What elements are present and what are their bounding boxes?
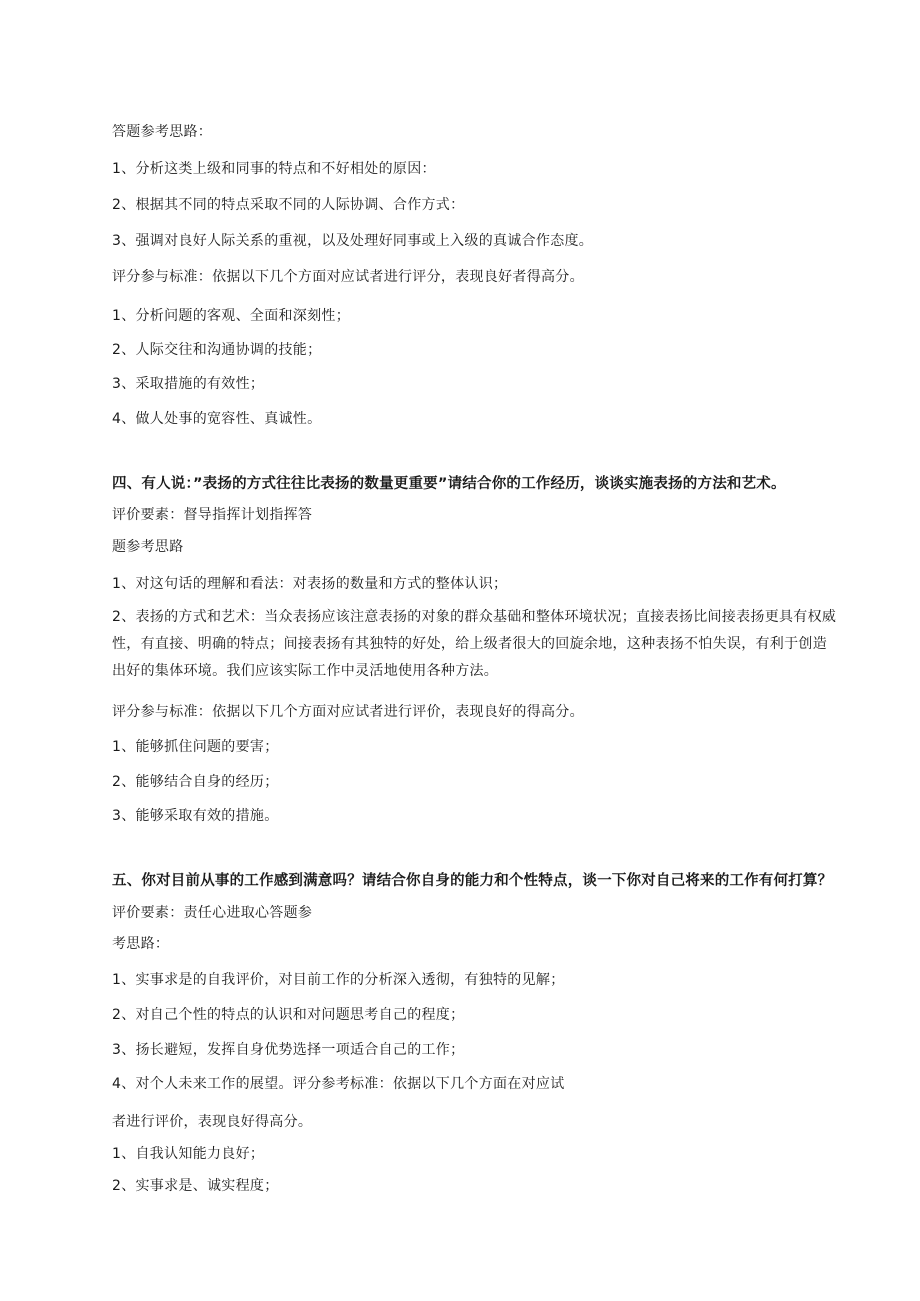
- list-item: 1、实事求是的自我评价，对目前工作的分析深入透彻，有独特的见解；: [112, 972, 565, 988]
- list-item: 3、能够采取有效的措施。: [112, 808, 279, 824]
- list-item: 2、根据其不同的特点采取不同的人际协调、合作方式：: [112, 197, 465, 213]
- list-item-paragraph: 2、表扬的方式和艺术：当众表扬应该注意表扬的对象的群众基础和整体环境状况；直接表扬比间接表扬更具有权威性，有直接、明确的特点；间接表扬有其独特的好处，给上级者很大的回旋余地，这种表扬不怕失误，有利于创造出好的集体环境。我们应该实际工作中灵活地使用各种方法。: [112, 609, 837, 679]
- list-item: 1、对这句话的理解和看法：对表扬的数量和方式的整体认识；: [112, 576, 508, 592]
- evaluation-factors: 评价要素：督导指挥计划指挥答: [112, 507, 313, 523]
- scoring-standard-continuation: 者进行评价，表现良好得高分。: [112, 1114, 313, 1130]
- list-item: 2、实事求是、诚实程度；: [112, 1178, 279, 1194]
- list-item: 4、对个人未来工作的展望。评分参考标准：依据以下几个方面在对应试: [112, 1076, 565, 1092]
- list-item: 2、人际交往和沟通协调的技能；: [112, 342, 322, 358]
- list-item: 1、能够抓住问题的要害；: [112, 739, 279, 755]
- list-item: 3、强调对良好人际关系的重视，以及处理好同事或上入级的真诚合作态度。: [112, 233, 594, 249]
- list-item: 2、能够结合自身的经历；: [112, 774, 279, 790]
- answer-guide-label: 考思路：: [112, 936, 170, 952]
- answer-guide-label: 答题参考思路：: [112, 124, 213, 140]
- answer-guide-label: 题参考思路: [112, 539, 184, 555]
- list-item: 1、分析问题的客观、全面和深刻性；: [112, 308, 351, 324]
- scoring-standard-label: 评分参与标准：依据以下几个方面对应试者进行评分，表现良好者得高分。: [112, 269, 584, 285]
- list-item: 1、分析这类上级和同事的特点和不好相处的原因：: [112, 161, 436, 177]
- list-item: 2、对自己个性的特点的认识和对问题思考自己的程度；: [112, 1007, 465, 1023]
- list-item: 3、扬长避短，发挥自身优势选择一项适合自己的工作；: [112, 1042, 465, 1058]
- list-item: 1、自我认知能力良好；: [112, 1146, 265, 1162]
- question-five-heading: 五、你对目前从事的工作感到满意吗？请结合你自身的能力和个性特点，谈一下你对自己将来的工作有何打算？: [112, 873, 833, 889]
- list-item: 3、采取措施的有效性；: [112, 376, 265, 392]
- scoring-standard-label: 评分参与标准：依据以下几个方面对应试者进行评价，表现良好的得高分。: [112, 704, 584, 720]
- list-item: 4、做人处事的宽容性、真诚性。: [112, 411, 322, 427]
- question-four-heading: 四、有人说：”表扬的方式往往比表扬的数量更重要”请结合你的工作经历，谈谈实施表扬的方法和艺术。: [112, 476, 786, 492]
- evaluation-factors: 评价要素：责任心进取心答题参: [112, 905, 313, 921]
